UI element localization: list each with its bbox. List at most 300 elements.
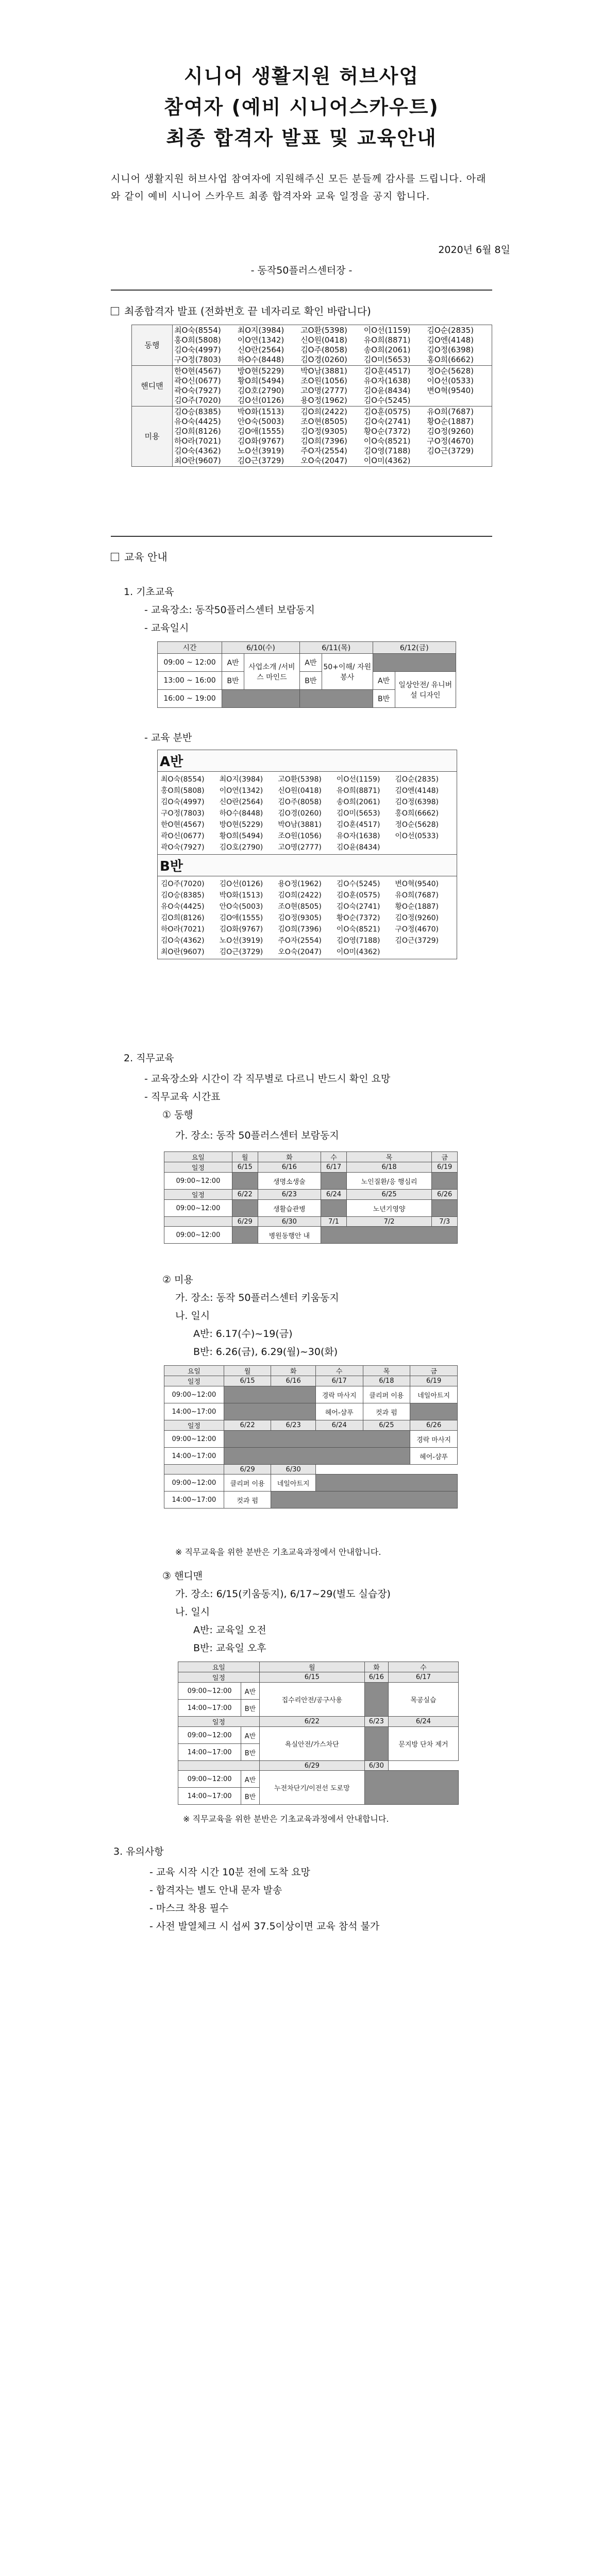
time-cell: 09:00~12:00 bbox=[178, 1683, 241, 1700]
basic-schedule-label: - 교육일시 bbox=[144, 622, 189, 634]
applicant-name: 김O근(3729) bbox=[427, 446, 474, 455]
applicant-name: 한O현(4567) bbox=[174, 366, 221, 376]
applicant-name: 유O희(8871) bbox=[363, 335, 411, 345]
intro-paragraph: 시니어 생활지원 허브사업 참여자에 지원해주신 모든 분들께 감사를 드립니다. 아래와 같이 예비 시니어 스카우트 최종 합격자와 교육 일정을 공지 합니다. bbox=[111, 173, 487, 202]
caution-item: - 마스크 착용 필수 bbox=[149, 1903, 229, 1914]
applicant-name: 이O숙(8521) bbox=[336, 925, 380, 934]
empty-cell bbox=[432, 1173, 458, 1190]
handy-place: 가. 장소: 6/15(키움동지), 6/17~29(별도 실습장) bbox=[175, 1588, 391, 1600]
applicant-name: 신O원(0418) bbox=[300, 335, 347, 345]
applicant-name: 용O정(1962) bbox=[278, 880, 322, 888]
applicant-name: 김O숙(2741) bbox=[336, 903, 380, 911]
applicant-name: 박O남(3881) bbox=[278, 821, 322, 829]
applicant-name: 유O희(8871) bbox=[336, 787, 380, 795]
course-cell: 일상안전/ 유니버설 디자인 bbox=[395, 672, 456, 708]
empty-cell bbox=[224, 1448, 410, 1465]
applicant-name: 김O호(2790) bbox=[237, 386, 284, 395]
day-header: 요일 bbox=[164, 1152, 232, 1162]
applicant-name: 김O미(5653) bbox=[363, 355, 411, 364]
applicant-name: 김O주(8058) bbox=[300, 345, 347, 354]
applicant-name: 김O숙(2741) bbox=[363, 417, 411, 426]
applicant-name: 오O숙(2047) bbox=[300, 456, 347, 465]
time-cell: 14:00~17:00 bbox=[178, 1700, 241, 1717]
course-cell: 사업소개 /서비스 마인드 bbox=[244, 654, 300, 690]
time-cell: 09:00~12:00 bbox=[164, 1431, 224, 1448]
beauty-place: 가. 장소: 동작 50플러스센터 키움동지 bbox=[175, 1292, 339, 1303]
applicant-name: 유O자(1638) bbox=[336, 832, 380, 840]
empty-cell bbox=[432, 1200, 458, 1217]
applicant-name: 최O지(3984) bbox=[219, 775, 263, 784]
checkbox-square-icon bbox=[111, 553, 119, 561]
day-header: 6/30 bbox=[364, 1761, 388, 1771]
empty-cell bbox=[410, 1403, 458, 1420]
applicant-name: 김O미(5653) bbox=[336, 809, 380, 818]
applicant-name: 김O엔(4148) bbox=[427, 335, 474, 345]
applicant-name: 김O정(6398) bbox=[427, 345, 474, 354]
applicant-name: 김O희(2422) bbox=[278, 891, 322, 900]
day-header: 6/19 bbox=[410, 1376, 458, 1386]
applicant-name: 황O순(1887) bbox=[427, 417, 474, 426]
day-header: 수 bbox=[388, 1662, 458, 1672]
day-header: 금 bbox=[410, 1366, 458, 1376]
caution-item: - 사전 발열체크 시 섭씨 37.5이상이면 교육 참석 불가 bbox=[149, 1921, 380, 1932]
applicant-name: 김O윤(8434) bbox=[363, 386, 411, 395]
applicant-name: 박O남(3881) bbox=[300, 366, 347, 376]
day-header: 월 bbox=[232, 1152, 258, 1162]
applicant-name: 황O순(7372) bbox=[336, 914, 380, 922]
day-header: 7/2 bbox=[346, 1217, 431, 1227]
applicant-name: 김O희(8126) bbox=[161, 914, 205, 922]
course-cell: 목공실습 bbox=[388, 1683, 458, 1717]
day-header: 수 bbox=[321, 1152, 347, 1162]
applicant-name: 김O정(9305) bbox=[278, 914, 322, 922]
applicant-name: 송O희(2061) bbox=[363, 345, 411, 354]
applicant-name: 김O수(5245) bbox=[363, 396, 411, 405]
empty-cell bbox=[224, 1386, 315, 1403]
applicant-name: 유O자(1638) bbox=[363, 376, 411, 385]
title-line-1: 시니어 생활지원 허브사업 bbox=[183, 65, 420, 88]
dong-schedule-table bbox=[164, 1151, 458, 1244]
day-header: 6/15 bbox=[224, 1376, 271, 1386]
empty-cell bbox=[299, 690, 373, 708]
day-header: 목 bbox=[346, 1152, 431, 1162]
handy-b: B반: 교육일 오후 bbox=[193, 1642, 266, 1654]
class-b-label: B반 bbox=[222, 672, 244, 690]
day-header: 6/18 bbox=[346, 1162, 431, 1173]
applicant-name: 황O희(5494) bbox=[219, 832, 263, 840]
applicant-name: 김O희(8126) bbox=[174, 427, 221, 436]
day-header: 목 bbox=[363, 1366, 410, 1376]
applicant-name: 홍O희(5808) bbox=[174, 335, 221, 345]
day-header: 금 bbox=[432, 1152, 458, 1162]
day-header: 일정 bbox=[164, 1420, 224, 1431]
dong-label: ① 동행 bbox=[162, 1109, 193, 1121]
dong-place: 가. 장소: 동작 50플러스센터 보람동지 bbox=[175, 1130, 339, 1141]
class-b-label: B반 bbox=[241, 1788, 260, 1805]
beauty-note: ※ 직무교육을 위한 분반은 기초교육과정에서 안내합니다. bbox=[175, 1547, 381, 1557]
empty-cell bbox=[364, 1727, 388, 1761]
applicant-name: 변O혁(9540) bbox=[427, 386, 474, 395]
course-cell: 50+이해/ 자원봉사 bbox=[322, 654, 373, 690]
day-header bbox=[178, 1761, 260, 1771]
day-header: 6/22 bbox=[232, 1190, 258, 1200]
applicant-name: 김O훈(4517) bbox=[363, 366, 411, 376]
handy-a: A반: 교육일 오전 bbox=[193, 1624, 266, 1636]
empty-cell bbox=[321, 1227, 458, 1244]
time-cell: 13:00 ~ 16:00 bbox=[158, 672, 222, 690]
section-edu-heading bbox=[111, 549, 167, 564]
time-cell: 09:00~12:00 bbox=[178, 1727, 241, 1744]
col-header: 6/11(목) bbox=[299, 642, 373, 654]
applicant-name: 곽O숙(7927) bbox=[174, 386, 221, 395]
pass-names-cell bbox=[173, 325, 492, 366]
class-b-label: B반 bbox=[241, 1700, 260, 1717]
time-cell: 09:00~12:00 bbox=[164, 1200, 232, 1217]
applicant-name: 최O지(3984) bbox=[237, 326, 284, 335]
applicant-name: 이O선(1159) bbox=[363, 326, 411, 335]
applicant-name: 신O란(2564) bbox=[237, 345, 284, 354]
day-header: 6/24 bbox=[388, 1717, 458, 1727]
handy-schedule-table bbox=[178, 1662, 459, 1805]
applicant-name: 고O명(2777) bbox=[300, 386, 347, 395]
applicant-name: 이O미(4362) bbox=[363, 456, 411, 465]
applicant-name: 정O순(5628) bbox=[427, 366, 474, 376]
title-line-2: 참여자 (예비 시니어스카우트) bbox=[164, 96, 439, 118]
applicant-name: 김O근(3729) bbox=[219, 948, 263, 956]
course-cell: 헤어-샴푸 bbox=[315, 1403, 363, 1420]
applicant-name: 김O주(7020) bbox=[161, 880, 205, 888]
group-a-names bbox=[158, 772, 457, 854]
applicant-name: 김O승(8385) bbox=[174, 407, 221, 416]
applicant-name: 김O근(3729) bbox=[237, 456, 284, 465]
applicant-name: 김O훈(0575) bbox=[336, 891, 380, 900]
applicant-name: 송O희(2061) bbox=[336, 798, 380, 806]
applicant-name: 고O환(5398) bbox=[278, 775, 322, 784]
course-cell: 노인질환/응 행심리 bbox=[346, 1173, 431, 1190]
day-header: 일정 bbox=[164, 1190, 232, 1200]
applicant-name: 이O연(1342) bbox=[237, 335, 284, 345]
applicant-name: 이O선(0533) bbox=[427, 376, 474, 385]
section-pass-heading bbox=[111, 303, 371, 318]
beauty-sched: 나. 일시 bbox=[175, 1310, 210, 1321]
day-header: 6/16 bbox=[364, 1672, 388, 1683]
day-header: 6/16 bbox=[258, 1162, 321, 1173]
day-header: 6/17 bbox=[321, 1162, 347, 1173]
applicant-name: 김O정(9305) bbox=[300, 427, 347, 436]
applicant-name: 구O정(7803) bbox=[174, 355, 221, 364]
applicant-name: 최O란(9607) bbox=[174, 456, 221, 465]
empty-cell bbox=[271, 1492, 458, 1509]
applicant-name: 이O선(1159) bbox=[336, 775, 380, 784]
applicant-name: 박O화(1513) bbox=[219, 891, 263, 900]
time-cell: 14:00~17:00 bbox=[178, 1788, 241, 1805]
course-cell: 헤어-샴푸 bbox=[410, 1448, 458, 1465]
applicant-name: 홍O희(5808) bbox=[161, 787, 205, 795]
day-header: 6/23 bbox=[258, 1190, 321, 1200]
day-header: 6/23 bbox=[271, 1420, 315, 1431]
applicant-name: 고O명(2777) bbox=[278, 843, 322, 852]
day-header: 6/24 bbox=[315, 1420, 363, 1431]
day-header: 6/30 bbox=[258, 1217, 321, 1227]
day-header: 6/16 bbox=[271, 1376, 315, 1386]
applicant-name: 김O윤(8434) bbox=[336, 843, 380, 852]
time-cell: 14:00~17:00 bbox=[164, 1403, 224, 1420]
time-cell: 16:00 ~ 19:00 bbox=[158, 690, 222, 708]
day-header: 화 bbox=[258, 1152, 321, 1162]
applicant-name: 김O숙(4362) bbox=[174, 446, 221, 455]
day-header: 6/15 bbox=[259, 1672, 364, 1683]
job-line-2: - 직무교육 시간표 bbox=[144, 1091, 221, 1103]
class-a-label: A반 bbox=[373, 672, 395, 690]
applicant-name: 구O정(4670) bbox=[395, 925, 439, 934]
course-cell: 집수리안전/공구사용 bbox=[259, 1683, 364, 1717]
day-header: 일정 bbox=[164, 1162, 232, 1173]
course-cell: 네일아트지 bbox=[271, 1475, 315, 1492]
applicant-name: 유O희(7687) bbox=[395, 891, 439, 900]
course-cell: 생명소생술 bbox=[258, 1173, 321, 1190]
applicant-name: 이O선(0533) bbox=[395, 832, 439, 840]
pass-table bbox=[131, 325, 492, 467]
day-header: 수 bbox=[315, 1366, 363, 1376]
empty-cell bbox=[232, 1173, 258, 1190]
job-heading: 2. 직무교육 bbox=[124, 1053, 174, 1064]
empty-cell bbox=[232, 1227, 258, 1244]
applicant-name: 김O화(9767) bbox=[237, 436, 284, 446]
day-header: 화 bbox=[271, 1366, 315, 1376]
handy-sched: 나. 일시 bbox=[175, 1606, 210, 1618]
applicant-name: 황O순(7372) bbox=[363, 427, 411, 436]
class-b-label: B반 bbox=[299, 672, 322, 690]
applicant-name: 유O숙(4425) bbox=[174, 417, 221, 426]
applicant-name: 구O정(7803) bbox=[161, 809, 205, 818]
day-header: 6/22 bbox=[259, 1717, 364, 1727]
applicant-name: 박O화(1513) bbox=[237, 407, 284, 416]
day-header bbox=[164, 1465, 224, 1475]
day-header: 6/17 bbox=[315, 1376, 363, 1386]
applicant-name: 황O희(5494) bbox=[237, 376, 284, 385]
applicant-name: 방O현(5229) bbox=[237, 366, 284, 376]
applicant-name: 김O정(9260) bbox=[395, 914, 439, 922]
applicant-name: 조O현(8505) bbox=[278, 903, 322, 911]
course-cell: 문지방 단차 제거 bbox=[388, 1727, 458, 1761]
applicant-name: 신O란(2564) bbox=[219, 798, 263, 806]
division-label: - 교육 분반 bbox=[144, 732, 192, 743]
applicant-name: 조O현(8505) bbox=[300, 417, 347, 426]
time-cell: 09:00~12:00 bbox=[164, 1475, 224, 1492]
applicant-name: 구O정(4670) bbox=[427, 436, 474, 446]
applicant-name: 이O숙(8521) bbox=[363, 436, 411, 446]
course-cell: 경락 마사지 bbox=[315, 1386, 363, 1403]
day-header: 월 bbox=[259, 1662, 364, 1672]
applicant-name bbox=[395, 842, 454, 852]
day-header: 일정 bbox=[178, 1672, 260, 1683]
basic-heading: 1. 기초교육 bbox=[124, 586, 174, 598]
pass-row bbox=[132, 366, 492, 406]
applicant-name: 노O선(3919) bbox=[219, 937, 263, 945]
applicant-name: 홍O희(6662) bbox=[395, 809, 439, 818]
time-cell: 09:00~12:00 bbox=[164, 1386, 224, 1403]
applicant-name: 김O경(0260) bbox=[278, 809, 322, 818]
applicant-name: 주O자(2554) bbox=[278, 937, 322, 945]
day-header: 6/17 bbox=[388, 1672, 458, 1683]
group-b-names bbox=[158, 876, 457, 959]
course-cell: 누전차단기/이전선 도로망 bbox=[259, 1771, 364, 1805]
day-header: 6/23 bbox=[364, 1717, 388, 1727]
applicant-name: 김O애(1555) bbox=[237, 427, 284, 436]
applicant-name: 김O훈(4517) bbox=[336, 821, 380, 829]
section-edu-label: 교육 안내 bbox=[124, 551, 167, 563]
course-cell: 경락 마사지 bbox=[410, 1431, 458, 1448]
applicant-name: 하O라(7021) bbox=[174, 436, 221, 446]
applicant-name: 최O숙(8554) bbox=[174, 326, 221, 335]
time-cell: 09:00 ~ 12:00 bbox=[158, 654, 222, 672]
applicant-name bbox=[395, 946, 454, 957]
caution-item: - 합격자는 별도 안내 문자 발송 bbox=[149, 1885, 282, 1896]
applicant-name: 김O순(2835) bbox=[395, 775, 439, 784]
empty-cell bbox=[364, 1683, 388, 1717]
applicant-name: 유O희(7687) bbox=[427, 407, 474, 416]
applicant-name: 김O화(9767) bbox=[219, 925, 263, 934]
empty-cell bbox=[232, 1200, 258, 1217]
applicant-name: 곽O신(0677) bbox=[161, 832, 205, 840]
empty-cell bbox=[224, 1403, 315, 1420]
applicant-name: 홍O희(6662) bbox=[427, 355, 474, 364]
day-header: 6/25 bbox=[346, 1190, 431, 1200]
pass-category: 미용 bbox=[132, 406, 173, 467]
applicant-name: 김O선(0126) bbox=[219, 880, 263, 888]
course-cell: 클리퍼 이용 bbox=[224, 1475, 271, 1492]
handy-note: ※ 직무교육을 위한 분반은 기초교육과정에서 안내합니다. bbox=[183, 1814, 389, 1824]
empty-cell bbox=[364, 1771, 458, 1805]
applicant-name: 김O경(0260) bbox=[300, 355, 347, 364]
day-header: 6/26 bbox=[432, 1190, 458, 1200]
empty-cell bbox=[321, 1200, 347, 1217]
applicant-name: 김O희(7396) bbox=[278, 925, 322, 934]
applicant-name: 김O정(9260) bbox=[427, 427, 474, 436]
day-header: 6/29 bbox=[232, 1217, 258, 1227]
handy-label: ③ 핸디맨 bbox=[162, 1570, 203, 1582]
day-header: 요일 bbox=[178, 1662, 260, 1672]
title-line-3: 최종 합격자 발표 및 교육안내 bbox=[166, 127, 437, 149]
time-cell: 14:00~17:00 bbox=[164, 1448, 224, 1465]
applicant-name: 하O수(8448) bbox=[219, 809, 263, 818]
beauty-label: ② 미용 bbox=[162, 1274, 193, 1285]
applicant-name: 노O선(3919) bbox=[237, 446, 284, 455]
applicant-name: 하O라(7021) bbox=[161, 925, 205, 934]
course-cell: 생활습관병 bbox=[258, 1200, 321, 1217]
divider bbox=[111, 536, 492, 537]
applicant-name: 신O원(0418) bbox=[278, 787, 322, 795]
applicant-name: 이O미(4362) bbox=[336, 948, 380, 956]
divider bbox=[111, 290, 492, 291]
day-header: 6/25 bbox=[363, 1420, 410, 1431]
applicant-name: 김O숙(4362) bbox=[161, 937, 205, 945]
pass-category: 핸디맨 bbox=[132, 366, 173, 406]
applicant-name: 황O순(1887) bbox=[395, 903, 439, 911]
applicant-name: 방O현(5229) bbox=[219, 821, 263, 829]
applicant-name: 조O원(1056) bbox=[300, 376, 347, 385]
applicant-name: 곽O숙(7927) bbox=[161, 843, 205, 852]
basic-schedule-table bbox=[157, 641, 456, 708]
beauty-a: A반: 6.17(수)~19(금) bbox=[193, 1328, 293, 1340]
applicant-name: 김O호(2790) bbox=[219, 843, 263, 852]
applicant-name: 김O희(7396) bbox=[300, 436, 347, 446]
day-header: 6/29 bbox=[259, 1761, 364, 1771]
col-header: 시간 bbox=[158, 642, 222, 654]
time-cell: 14:00~17:00 bbox=[178, 1744, 241, 1761]
empty-cell bbox=[321, 1173, 347, 1190]
course-cell: 컷과 펌 bbox=[363, 1403, 410, 1420]
applicant-name: 최O란(9607) bbox=[161, 948, 205, 956]
applicant-name: 유O숙(4425) bbox=[161, 903, 205, 911]
class-division-box bbox=[157, 750, 457, 959]
pass-names-cell bbox=[173, 406, 492, 467]
time-cell: 09:00~12:00 bbox=[164, 1227, 232, 1244]
course-cell: 욕실안전/가스차단 bbox=[259, 1727, 364, 1761]
applicant-name: 김O선(0126) bbox=[237, 396, 284, 405]
day-header: 6/15 bbox=[232, 1162, 258, 1173]
applicant-name: 김O영(7188) bbox=[363, 446, 411, 455]
applicant-name: 김O희(2422) bbox=[300, 407, 347, 416]
applicant-name bbox=[427, 396, 490, 405]
day-header: 6/18 bbox=[363, 1376, 410, 1386]
applicant-name: 김O정(6398) bbox=[395, 798, 439, 806]
caution-item: - 교육 시작 시간 10분 전에 도착 요망 bbox=[149, 1867, 310, 1878]
section-pass-label: 최종합격자 발표 (전화번호 끝 네자리로 확인 바랍니다) bbox=[124, 305, 371, 317]
pass-row bbox=[132, 406, 492, 467]
course-cell: 클리퍼 이용 bbox=[363, 1386, 410, 1403]
group-a-label: A반 bbox=[158, 750, 457, 772]
group-b-label: B반 bbox=[158, 854, 457, 876]
empty-cell bbox=[315, 1475, 457, 1492]
empty-cell bbox=[373, 654, 456, 672]
applicant-name: 안O숙(5003) bbox=[219, 903, 263, 911]
time-cell: 14:00~17:00 bbox=[164, 1492, 224, 1509]
applicant-name: 고O환(5398) bbox=[300, 326, 347, 335]
time-cell: 09:00~12:00 bbox=[164, 1173, 232, 1190]
beauty-schedule-table bbox=[164, 1365, 458, 1509]
day-header: 6/26 bbox=[410, 1420, 458, 1431]
day-header: 요일 bbox=[164, 1366, 224, 1376]
caution-heading: 3. 유의사항 bbox=[113, 1846, 164, 1857]
applicant-name: 김O훈(0575) bbox=[363, 407, 411, 416]
day-header: 6/24 bbox=[321, 1190, 347, 1200]
applicant-name: 주O자(2554) bbox=[300, 446, 347, 455]
class-a-label: A반 bbox=[241, 1771, 260, 1788]
applicant-name: 김O숙(4997) bbox=[174, 345, 221, 354]
class-b-label: B반 bbox=[373, 690, 395, 708]
pass-category: 동행 bbox=[132, 325, 173, 366]
applicant-name: 안O숙(5003) bbox=[237, 417, 284, 426]
beauty-b: B반: 6.26(금), 6.29(월)~30(화) bbox=[193, 1346, 338, 1358]
applicant-name: 김O근(3729) bbox=[395, 937, 439, 945]
applicant-name: 김O영(7188) bbox=[336, 937, 380, 945]
class-a-label: A반 bbox=[222, 654, 244, 672]
day-header: 7/1 bbox=[321, 1217, 347, 1227]
class-a-label: A반 bbox=[299, 654, 322, 672]
applicant-name: 한O현(4567) bbox=[161, 821, 205, 829]
job-line-1: - 교육장소와 시간이 각 직무별로 다르니 반드시 확인 요망 bbox=[144, 1073, 391, 1084]
applicant-name: 김O승(8385) bbox=[161, 891, 205, 900]
course-cell: 노년기영양 bbox=[346, 1200, 431, 1217]
day-header bbox=[164, 1217, 232, 1227]
col-header: 6/12(금) bbox=[373, 642, 456, 654]
applicant-name: 이O연(1342) bbox=[219, 787, 263, 795]
empty-cell bbox=[222, 690, 300, 708]
applicant-name: 곽O신(0677) bbox=[174, 376, 221, 385]
applicant-name: 김O애(1555) bbox=[219, 914, 263, 922]
day-header: 6/19 bbox=[432, 1162, 458, 1173]
